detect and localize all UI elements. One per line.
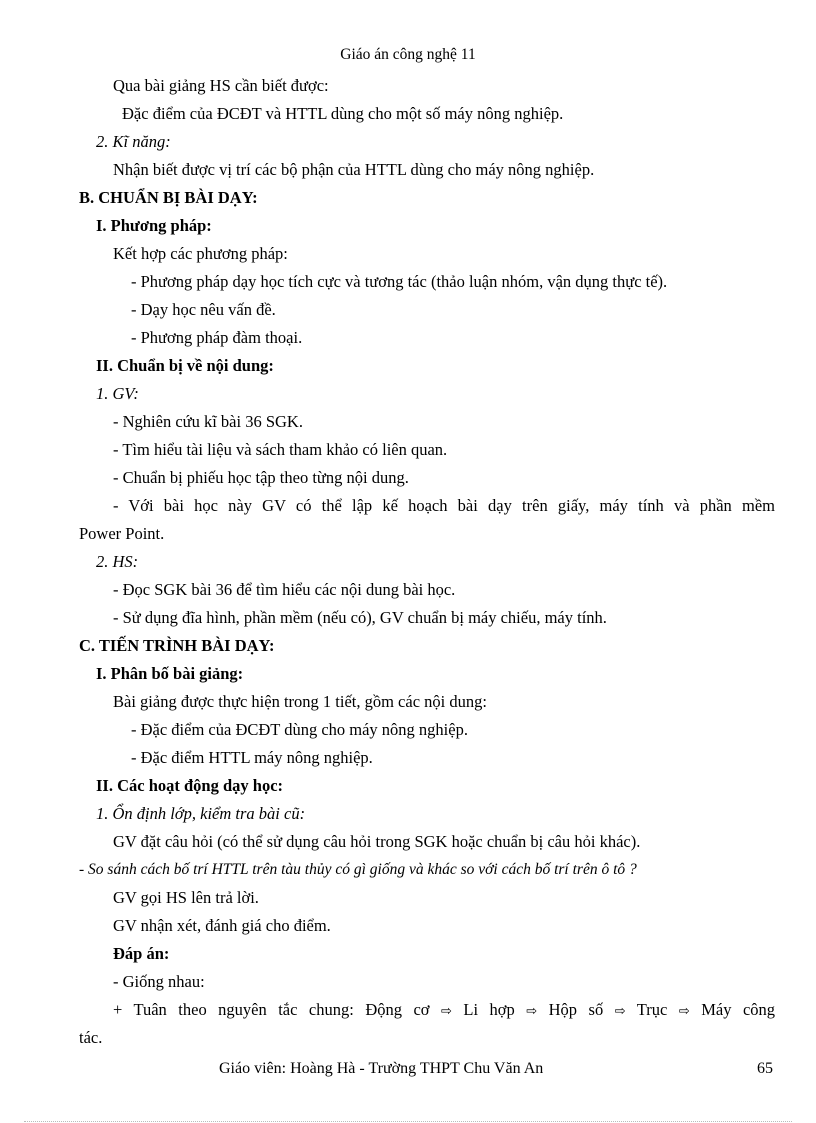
text-line: Qua bài giảng HS cần biết được: [113,76,329,95]
chain-item: Trục [636,1000,668,1019]
right-arrow-icon: ⇨ [614,1004,626,1019]
subsection-heading: I. Phương pháp: [96,216,212,235]
question-line: - So sánh cách bố trí HTTL trên tàu thủy có gì giống và khác so với cách bố trí trên ô tô ? [79,861,637,878]
subsection-heading: II. Chuẩn bị về nội dung: [96,356,274,375]
text-line: Bài giảng được thực hiện trong 1 tiết, gồm các nội dung: [113,692,487,711]
bullet-item: - Tìm hiểu tài liệu và sách tham khảo có liên quan. [113,440,448,459]
text-line: GV nhận xét, đánh giá cho điểm. [113,916,331,935]
text-line: GV đặt câu hỏi (có thể sử dụng câu hỏi trong SGK hoặc chuẩn bị câu hỏi khác). [113,832,641,851]
section-heading-c: C. TIẾN TRÌNH BÀI DẠY: [79,636,275,655]
bullet-item: - Sử dụng đĩa hình, phần mềm (nếu có), GV chuẩn bị máy chiếu, máy tính. [113,608,607,627]
text-line: Đặc điểm của ĐCĐT và HTTL dùng cho một số máy nông nghiệp. [122,104,564,123]
subsection-heading: I. Phân bố bài giảng: [96,664,244,683]
page-header: Giáo án công nghệ 11 [340,46,476,63]
bullet-item: - Chuẩn bị phiếu học tập theo từng nội dung. [113,468,409,487]
chain-item: Hộp số [548,1000,604,1019]
bullet-item: - Dạy học nêu vấn đề. [131,300,276,319]
chain-item: Máy công [701,1000,776,1019]
answer-heading: Đáp án: [113,944,170,963]
section-heading-b: B. CHUẨN BỊ BÀI DẠY: [79,188,258,207]
chain-item: Li hợp [463,1000,515,1019]
bullet-item: - Với bài học này GV có thể lập kế hoạch bài dạy trên giấy, máy tính và phần mềm [113,496,775,515]
right-arrow-icon: ⇨ [526,1004,538,1019]
text-line: Power Point. [79,524,165,543]
principle-chain [113,1000,775,1022]
bullet-item: - Nghiên cứu kĩ bài 36 SGK. [113,412,303,431]
chain-prefix: + Tuân theo nguyên tắc chung: Động cơ [113,1000,430,1019]
bullet-item: - Phương pháp đàm thoại. [131,328,303,347]
page-number: 65 [757,1060,773,1077]
right-arrow-icon: ⇨ [678,1004,690,1019]
text-line: GV gọi HS lên trả lời. [113,888,259,907]
page-bottom-divider [24,1121,792,1122]
subheading-gv: 1. GV: [96,384,139,403]
subheading-skills: 2. Kĩ năng: [96,132,171,151]
subheading-step-1: 1. Ổn định lớp, kiểm tra bài cũ: [96,804,306,823]
bullet-item: - Đọc SGK bài 36 để tìm hiểu các nội dung bài học. [113,580,456,599]
text-line: tác. [79,1028,103,1047]
footer-text: Giáo viên: Hoàng Hà - Trường THPT Chu Văn An [219,1060,544,1077]
bullet-item: - Đặc điểm HTTL máy nông nghiệp. [131,748,373,767]
subsection-heading: II. Các hoạt động dạy học: [96,776,284,795]
text-line: Nhận biết được vị trí các bộ phận của HTTL dùng cho máy nông nghiệp. [113,160,595,179]
bullet-item: - Đặc điểm của ĐCĐT dùng cho máy nông nghiệp. [131,720,468,739]
subheading-hs: 2. HS: [96,552,139,571]
bullet-item: - Phương pháp dạy học tích cực và tương tác (thảo luận nhóm, vận dụng thực tế). [131,272,668,291]
text-line: Kết hợp các phương pháp: [113,244,288,263]
right-arrow-icon: ⇨ [441,1004,452,1019]
text-line: - Giống nhau: [113,972,205,991]
